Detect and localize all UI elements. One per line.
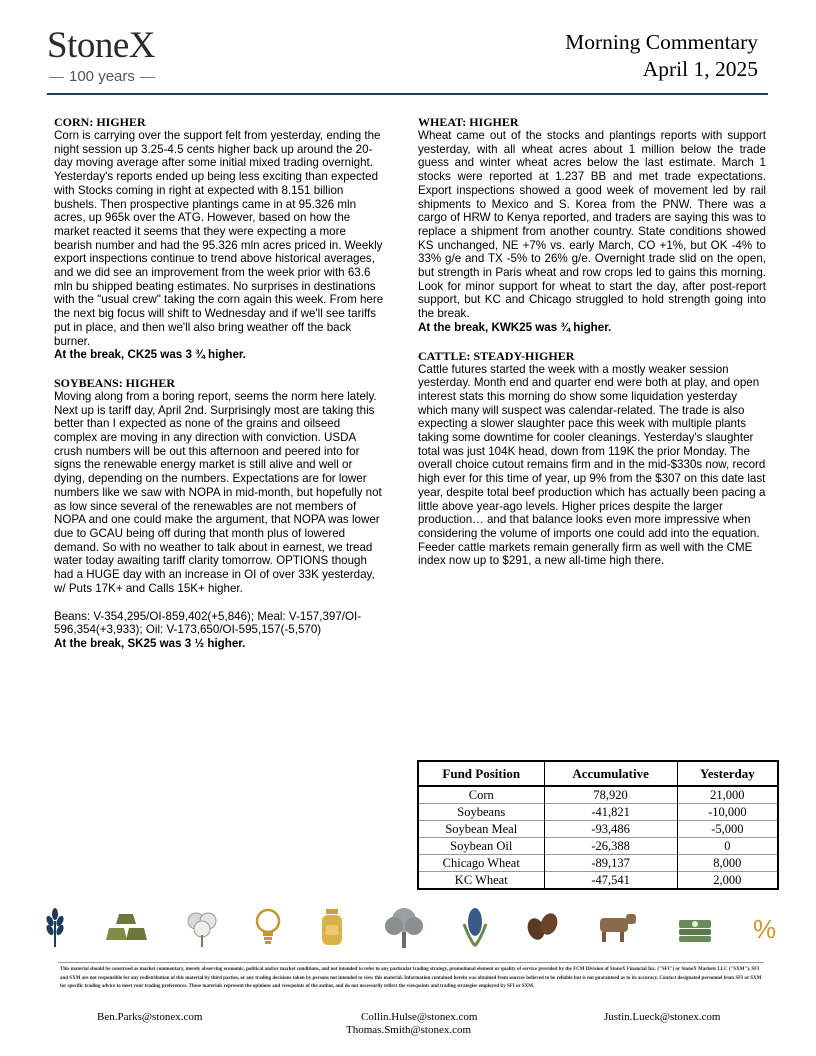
table-header: Yesterday — [677, 761, 778, 786]
header-divider — [47, 93, 768, 95]
soybeans-section — [54, 376, 386, 651]
table-row — [418, 821, 778, 838]
svg-text:%: % — [752, 914, 777, 944]
soybeans-title: SOYBEANS: HIGHER — [54, 375, 176, 390]
left-column — [54, 115, 386, 651]
right-column — [418, 115, 766, 568]
coffee-beans-icon — [524, 911, 560, 943]
percent-icon — [750, 910, 780, 944]
disclaimer-text: This material should be construed as market commentary, merely observing economic, political and/or market conditions, and not intended to refer to any particular trading strategy, promotional element or quality of service provided by the FCM Division of StoneX Financial Inc. ("SFI") or StoneX Markets LLC ("SXM"). SFI and SXM are not responsible for any redistribution of this material by third parties, or any trading decisions taken by persons not intended to view this material. Information contained herein was obtained from sources believed to be reliable but is not guaranteed as to its accuracy. Contact designated personnel from SFI or SXM for specific trading advice to meet your trading preferences. These materials represent the opinions and viewpoints of the author, and do not necessarily reflect the viewpoints and trading strategies employed by SFI or SXM. — [60, 967, 762, 989]
table-header: Accumulative — [544, 761, 677, 786]
table-cell: -26,388 — [544, 838, 677, 855]
cattle-icon — [594, 910, 640, 944]
cattle-section — [418, 349, 766, 569]
table-cell: Corn — [468, 788, 494, 802]
table-cell: 2,000 — [677, 872, 778, 890]
table-row — [418, 786, 778, 804]
table-cell: -47,541 — [544, 872, 677, 890]
table-cell: -93,486 — [544, 821, 677, 838]
honey-jar-icon — [317, 907, 347, 947]
table-row — [418, 855, 778, 872]
footer-divider — [58, 962, 764, 963]
corn-body: Corn is carrying over the support felt from yesterday, ending the night session up 3.25-4.5 cents higher back up around the 20-day moving average after some initial mixed trading overnight. Yesterday's reports ended up being less exciting than expected with Stocks coming in right at expected with 8.151 billion bushels. Then prospective plantings came in at 95.326 mln acres, up 965k over the ATG. However, based on how the market reacted it seems that they were expecting a more bearish number and had the 95.326 mln acres priced in. Weekly export inspections continue to trend above historical averages, and we did see an improvement from the week prior with 63.6 mln bu shipped beating estimates. No surprises in destinations with the "usual crew" taking the corn again this week. From here the next big focus will shift to Wednesday and if we'll see tariffs put in place, and then we'll also bring weather off the back burner. — [54, 129, 384, 348]
soybeans-close: At the break, SK25 was 3 ½ higher. — [54, 636, 246, 650]
table-header-row — [418, 761, 778, 786]
wheat-icon — [40, 907, 70, 947]
money-stack-icon — [675, 910, 715, 944]
tagline-dash-right — [140, 77, 155, 78]
table-cell: 78,920 — [544, 786, 677, 804]
corn-section — [54, 115, 386, 362]
wheat-title: WHEAT: HIGHER — [418, 115, 519, 129]
tree-icon — [382, 906, 426, 948]
table-cell: Soybeans — [418, 804, 544, 821]
contact-email-center[interactable]: Collin.Hulse@stonex.com — [361, 1011, 478, 1023]
wheat-close: At the break, KWK25 was ¾ higher. — [418, 320, 612, 334]
table-cell: -10,000 — [677, 804, 778, 821]
table-cell: 0 — [677, 838, 778, 855]
table-cell: 21,000 — [677, 786, 778, 804]
contact-email-left[interactable]: Ben.Parks@stonex.com — [97, 1011, 203, 1023]
table-cell: KC Wheat — [418, 872, 544, 890]
tagline-dash-left — [49, 77, 64, 78]
page-date: April 1, 2025 — [642, 57, 758, 81]
lightbulb-icon — [254, 907, 282, 947]
table-cell: -41,821 — [544, 804, 677, 821]
table-cell: Soybean Oil — [418, 838, 544, 855]
logo-name: StoneX — [47, 25, 155, 66]
table-row — [418, 838, 778, 855]
page-title: Morning Commentary — [565, 30, 758, 54]
logo-tagline — [47, 68, 197, 86]
cattle-title: CATTLE: STEADY-HIGHER — [418, 348, 575, 363]
table-cell: -89,137 — [544, 855, 677, 872]
table-row — [418, 872, 778, 890]
wheat-body: Wheat came out of the stocks and plantings reports with support yesterday, with all wheat acres about 1 million below the trade guess and winter wheat acres below the last estimate. March 1 stocks were reported at 1.237 BB and met trade expectations. Export inspections showed a good week of movement led by rail shipments to Mexico and S. Korea from the PNW. There was a cargo of HRW to Kenya reported, and traders are saying this was to replace a shipment from another country. State conditions showed KS unchanged, NE +7% vs. early March, CO +1%, but OK -4% to 33% g/e and TX -5% to 26% g/e. Overnight trade slid on the open, but strength in Paris wheat and row crops led to gains this morning. Look for minor support for wheat to start the day, after post-report support, but KC and Chicago struggled to hold strength going into the break. — [418, 129, 766, 321]
table-row — [418, 804, 778, 821]
corn-icon — [461, 906, 489, 948]
cotton-icon — [184, 907, 220, 947]
soybeans-stats: Beans: V-354,295/OI-859,402(+5,846); Meal: V-157,397/OI-596,354(+3,933); Oil: V-173,650/OI-595,157(-5,570) — [54, 609, 362, 637]
fund-position-table — [417, 760, 779, 890]
corn-close: At the break, CK25 was 3 ¾ higher. — [54, 348, 247, 362]
corn-title: CORN: HIGHER — [54, 115, 146, 129]
cattle-body: Cattle futures started the week with a mostly weaker session yesterday. Month end and quarter end were both at play, and open interest stats this morning do show some liquidation yesterday which many will suspect was calendar-related. The trade is also expecting a slower slaughter pace this week with multiple plants taking some downtime for cooler cleanings. Yesterday's slaughter total was just 104K head, down from 119K the prior Monday. The overall choice cutout remains firm and in the mid-$330s now, record high ever for this time of year, up 9% from the $307 on this date last year, despite total beef production which has actually been pacing a little above year-ago levels. Higher prices despite the larger production… and that balance looks even more impressive when considering the volume of imports one could add into the equation. Feeder cattle markets remain generally firm as well with the CME index now up to $291, a new all-time high there. — [418, 362, 766, 568]
wheat-section — [418, 115, 766, 335]
table-cell: 8,000 — [677, 855, 778, 872]
soybeans-body: Moving along from a boring report, seems the norm here lately. Next up is tariff day, April 2nd. Surprisingly most are taking this better than I expected as none of the grains and oilseed complex are moving in any direction with conviction. USDA crush numbers will be out this afternoon and peered into for signs the renewable energy market is still alive and well or dying, depending on the numbers. Expectations are for lower numbers like we saw with NOPA in mid-month, but hopefully not as low since several of the renewables are not members of NOPA and one could make the argument, that NOPA was lower due to GCAU being off during that month plus of lowered demand. So with no weather to talk about in earnest, we tread water today awaiting tariff clarity tomorrow. OPTIONS though had a HUGE day with an increase in OI of over 33K yesterday, w/ Puts 17K+ and Calls 15K+ higher. — [54, 389, 382, 595]
contact-email-right[interactable]: Justin.Lueck@stonex.com — [604, 1011, 721, 1023]
tagline-text: 100 years — [69, 68, 135, 85]
table-cell: Soybean Meal — [418, 821, 544, 838]
table-header: Fund Position — [418, 761, 544, 786]
header-block — [565, 29, 758, 83]
stonex-logo — [47, 26, 197, 86]
contact-email-center-second[interactable]: Thomas.Smith@stonex.com — [346, 1024, 472, 1036]
table-cell: -5,000 — [677, 821, 778, 838]
commodity-icon-strip — [40, 906, 780, 948]
table-cell: Chicago Wheat — [418, 855, 544, 872]
gold-bars-icon — [105, 910, 149, 944]
